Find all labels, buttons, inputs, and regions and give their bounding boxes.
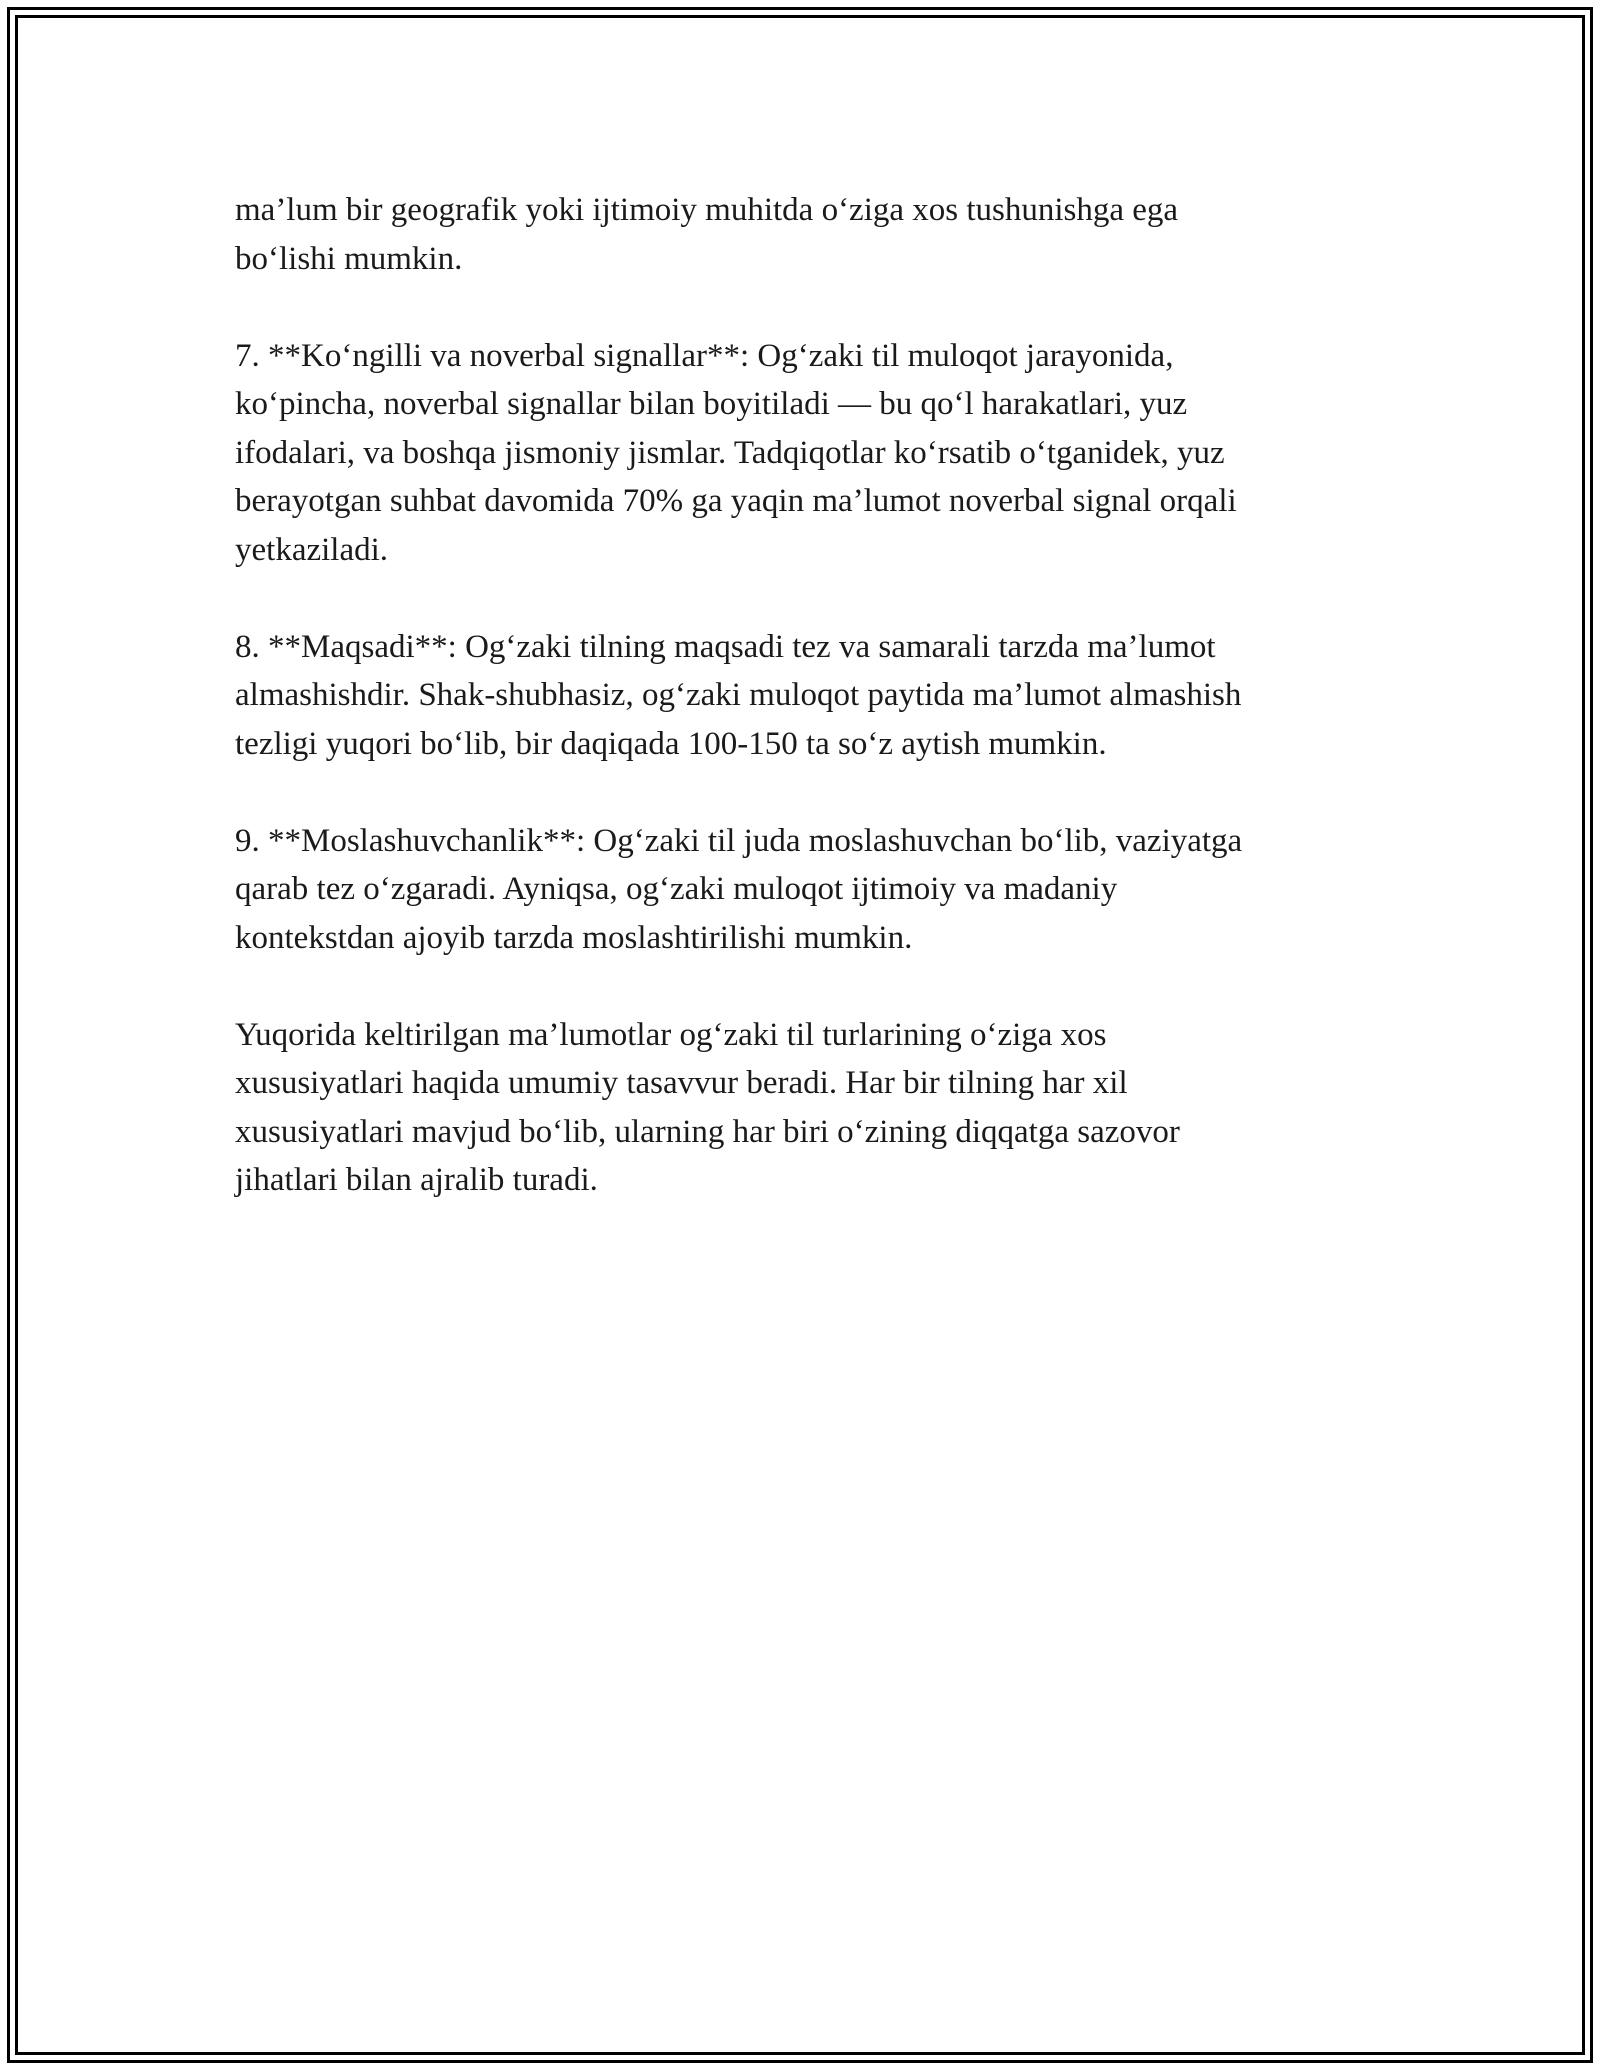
paragraph-item-7: 7. **Ko‘ngilli va noverbal signallar**: Og‘zaki til muloqot jarayonida, ko‘pincha, noverbal signallar bilan boyitiladi — bu qo‘l harakatlari, yuz ifodalari, va boshqa jismoniy jismlar. Tadqiqotlar ko‘rsatib o‘tganidek, yuz berayotgan suhbat davomida 70% ga yaqin ma’lumot noverbal signal orqali yetkaziladi. — [235, 337, 1237, 568]
paragraph-item-8: 8. **Maqsadi**: Og‘zaki tilning maqsadi tez va samarali tarzda ma’lumot almashishdir. Shak-shubhasiz, og‘zaki muloqot paytida ma’lumot almashish tezligi yuqori bo‘lib, bir daqiqada 100-150 ta so‘z aytish mumkin. — [235, 628, 1242, 762]
document-body — [235, 186, 1375, 1253]
paragraph-item-9: 9. **Moslashuvchanlik**: Og‘zaki til juda moslashuvchan bo‘lib, vaziyatga qarab tez o‘zgaradi. Ayniqsa, og‘zaki muloqot ijtimoiy va madaniy kontekstdan ajoyib tarzda moslashtirilishi mumkin. — [235, 822, 1243, 956]
paragraph-conclusion: Yuqorida keltirilgan ma’lumotlar og‘zaki til turlarining o‘ziga xos xususiyatlari haqida umumiy tasavvur beradi. Har bir tilning har xil xususiyatlari mavjud bo‘lib, ularning har biri o‘zining diqqatga sazovor jihatlari bilan ajralib turadi. — [235, 1016, 1180, 1198]
paragraph-continuation: ma’lum bir geografik yoki ijtimoiy muhitda o‘ziga xos tushunishga ega bo‘lishi mumkin. — [235, 192, 1179, 277]
